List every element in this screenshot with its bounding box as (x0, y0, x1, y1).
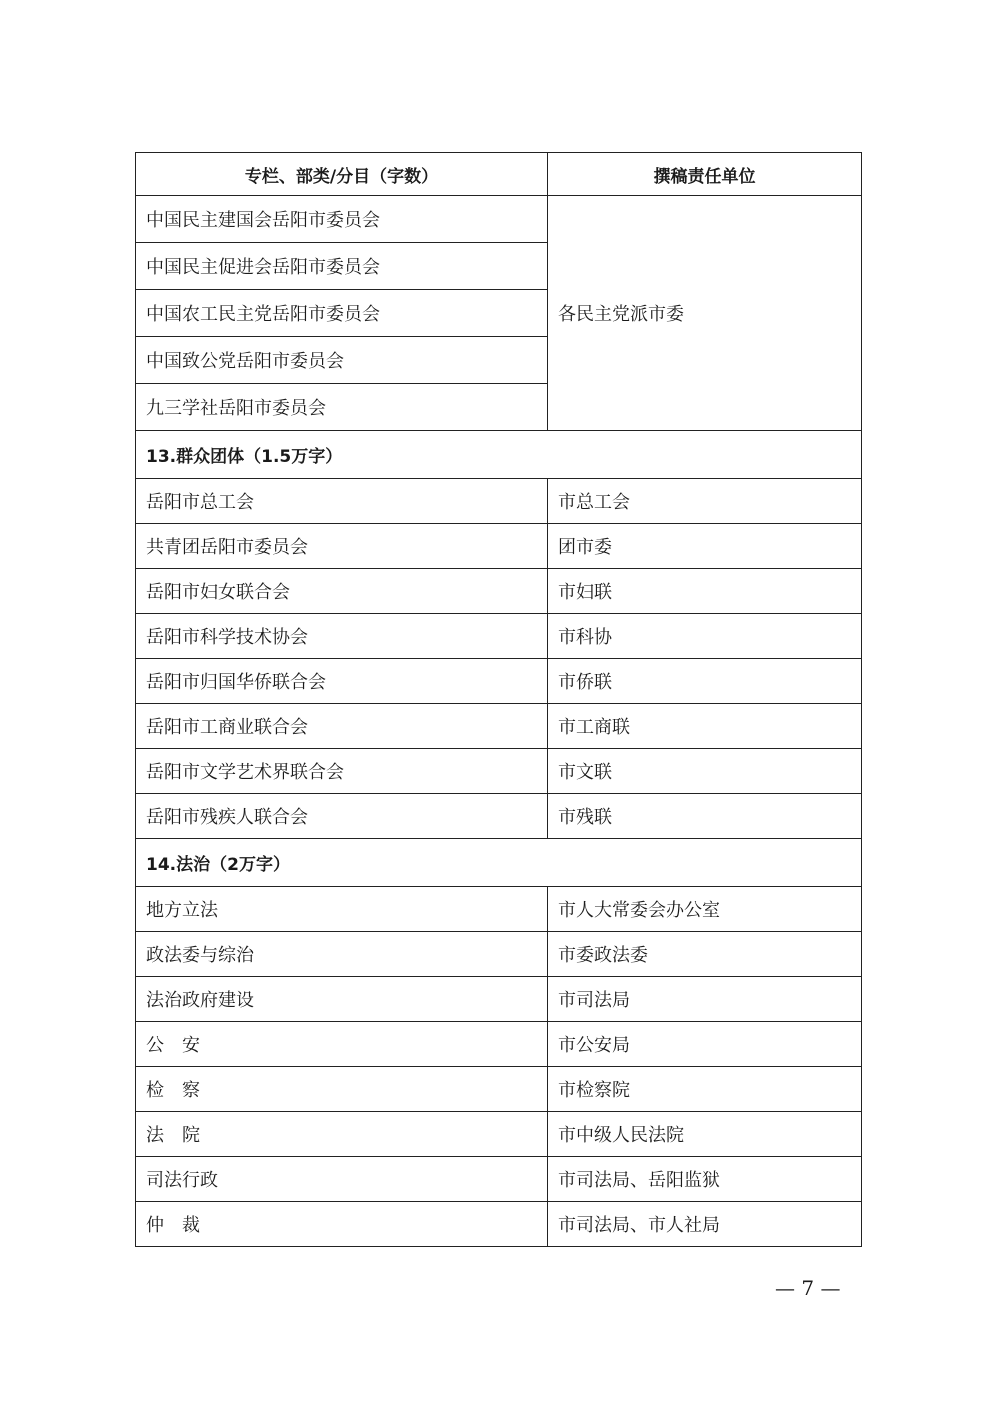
unit-cell: 市总工会 (548, 479, 862, 524)
unit-cell: 市文联 (548, 749, 862, 794)
table-row (136, 479, 862, 524)
item-cell: 司法行政 (136, 1157, 548, 1202)
unit-cell: 市工商联 (548, 704, 862, 749)
item-cell: 岳阳市科学技术协会 (136, 614, 548, 659)
unit-cell: 市司法局、市人社局 (548, 1202, 862, 1247)
unit-cell: 市妇联 (548, 569, 862, 614)
section-heading-row (136, 839, 862, 887)
item-cell: 共青团岳阳市委员会 (136, 524, 548, 569)
unit-cell: 市科协 (548, 614, 862, 659)
item-cell: 岳阳市总工会 (136, 479, 548, 524)
item-cell: 政法委与综治 (136, 932, 548, 977)
table-row (136, 659, 862, 704)
unit-cell: 市侨联 (548, 659, 862, 704)
table-row (136, 524, 862, 569)
item-cell: 法 院 (136, 1112, 548, 1157)
item-cell: 中国农工民主党岳阳市委员会 (136, 290, 548, 337)
section-title: 13.群众团体（1.5万字） (136, 431, 862, 479)
table-row (136, 932, 862, 977)
page-number: — 7 — (775, 1276, 841, 1300)
table-row (136, 1022, 862, 1067)
section-heading-row (136, 431, 862, 479)
unit-cell: 市人大常委会办公室 (548, 887, 862, 932)
item-cell: 岳阳市残疾人联合会 (136, 794, 548, 839)
table-row (136, 749, 862, 794)
unit-cell: 团市委 (548, 524, 862, 569)
item-cell: 检 察 (136, 1067, 548, 1112)
section-title: 14.法治（2万字） (136, 839, 862, 887)
item-cell: 岳阳市工商业联合会 (136, 704, 548, 749)
header-column-section: 专栏、部类/分目（字数） (136, 153, 548, 196)
assignment-table (135, 152, 862, 1247)
item-cell: 法治政府建设 (136, 977, 548, 1022)
table-row (136, 614, 862, 659)
table-row (136, 887, 862, 932)
item-cell: 中国民主促进会岳阳市委员会 (136, 243, 548, 290)
table-row (136, 794, 862, 839)
unit-cell: 市公安局 (548, 1022, 862, 1067)
unit-cell: 市司法局、岳阳监狱 (548, 1157, 862, 1202)
table-row (136, 1157, 862, 1202)
table-row (136, 977, 862, 1022)
table-row (136, 1112, 862, 1157)
table-row (136, 569, 862, 614)
unit-cell: 市司法局 (548, 977, 862, 1022)
table-row (136, 196, 862, 243)
item-cell: 地方立法 (136, 887, 548, 932)
item-cell: 中国致公党岳阳市委员会 (136, 337, 548, 384)
table-row (136, 1067, 862, 1112)
table-row (136, 704, 862, 749)
table-header-row (136, 153, 862, 196)
unit-cell: 市残联 (548, 794, 862, 839)
header-column-unit: 撰稿责任单位 (548, 153, 862, 196)
table-row (136, 1202, 862, 1247)
item-cell: 岳阳市归国华侨联合会 (136, 659, 548, 704)
item-cell: 中国民主建国会岳阳市委员会 (136, 196, 548, 243)
item-cell: 岳阳市妇女联合会 (136, 569, 548, 614)
unit-cell: 市委政法委 (548, 932, 862, 977)
item-cell: 公 安 (136, 1022, 548, 1067)
unit-cell: 市检察院 (548, 1067, 862, 1112)
unit-cell: 市中级人民法院 (548, 1112, 862, 1157)
item-cell: 仲 裁 (136, 1202, 548, 1247)
item-cell: 九三学社岳阳市委员会 (136, 384, 548, 431)
item-cell: 岳阳市文学艺术界联合会 (136, 749, 548, 794)
merged-unit-cell: 各民主党派市委 (548, 196, 862, 431)
